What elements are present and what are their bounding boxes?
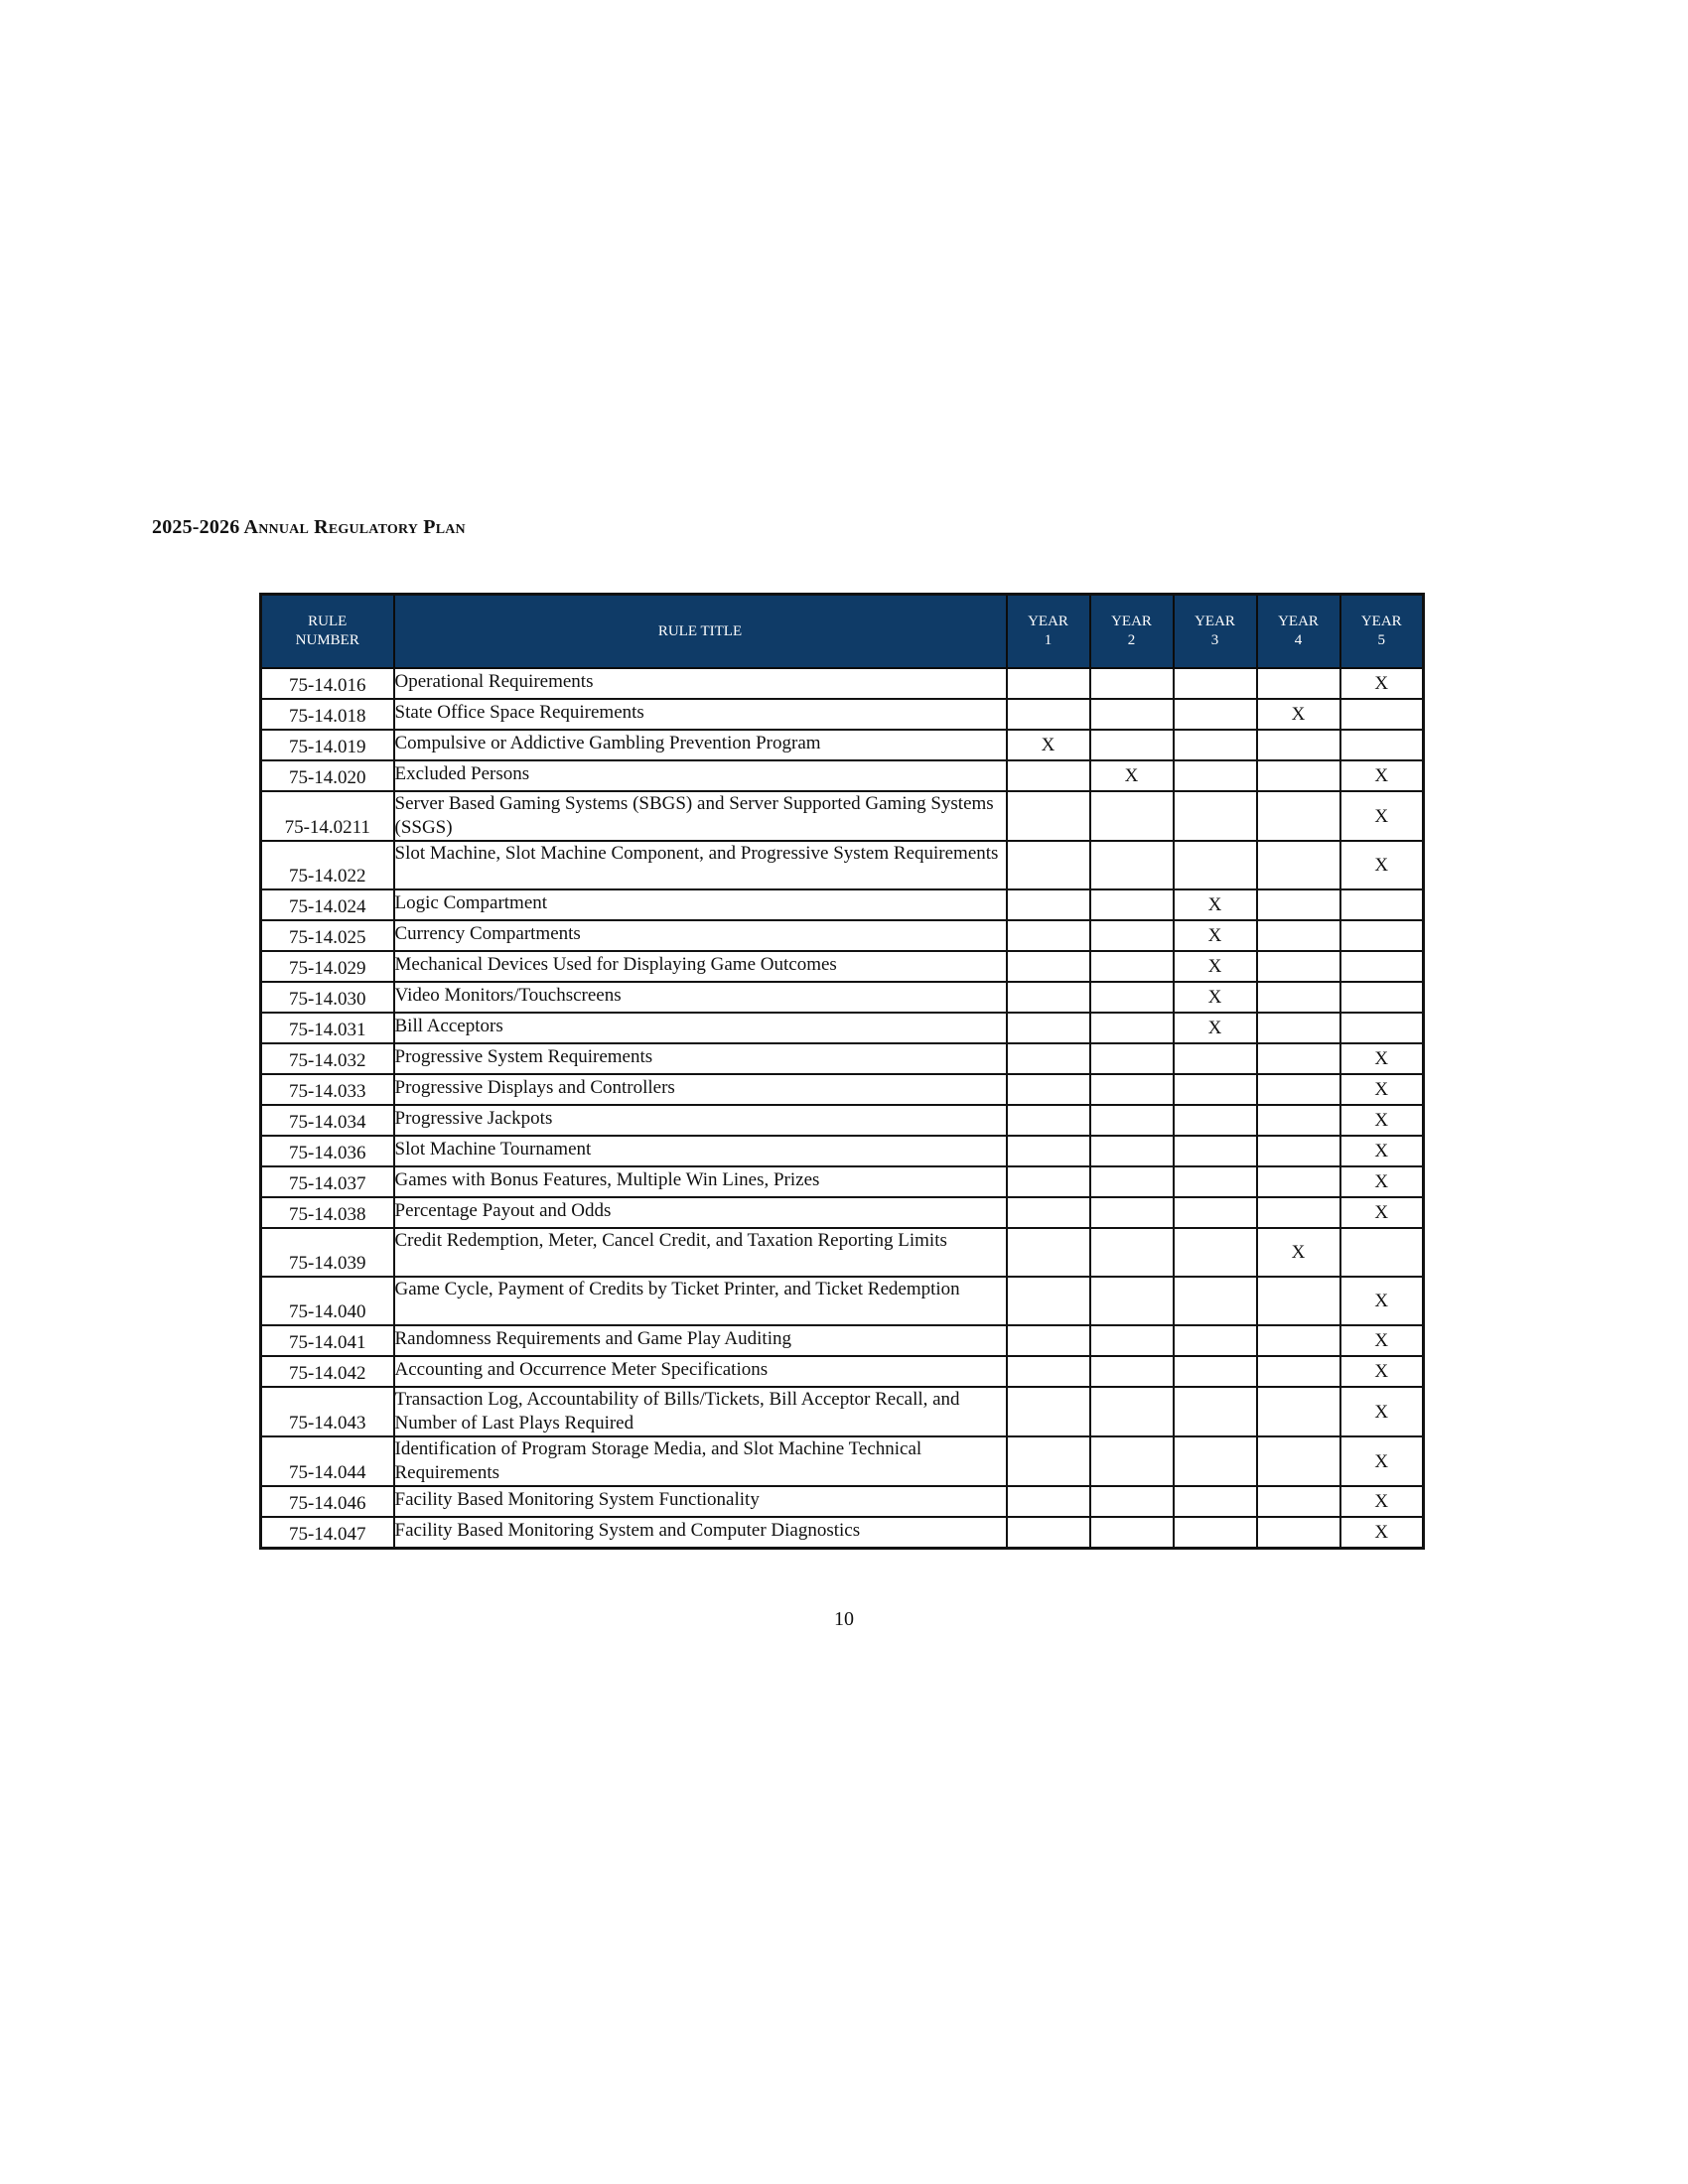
rule-title: Excluded Persons bbox=[394, 760, 1007, 791]
year-1-mark bbox=[1007, 1166, 1090, 1197]
year-2-mark bbox=[1090, 920, 1174, 951]
year-4-mark bbox=[1257, 760, 1340, 791]
year-5-mark bbox=[1340, 730, 1424, 760]
rule-title: Credit Redemption, Meter, Cancel Credit, and Taxation Reporting Limits bbox=[394, 1228, 1007, 1277]
table-row bbox=[261, 1436, 1424, 1486]
year-5-mark: X bbox=[1340, 668, 1424, 699]
table-row bbox=[261, 1013, 1424, 1043]
rule-number: 75-14.032 bbox=[261, 1043, 394, 1074]
year-4-mark bbox=[1257, 841, 1340, 889]
year-3-mark bbox=[1174, 1325, 1257, 1356]
year-4-mark bbox=[1257, 1197, 1340, 1228]
rule-title: Accounting and Occurrence Meter Specifications bbox=[394, 1356, 1007, 1387]
year-2-mark bbox=[1090, 1356, 1174, 1387]
year-1-mark bbox=[1007, 1136, 1090, 1166]
year-5-mark: X bbox=[1340, 1105, 1424, 1136]
table-row bbox=[261, 1387, 1424, 1436]
year-3-mark bbox=[1174, 1043, 1257, 1074]
rule-number: 75-14.041 bbox=[261, 1325, 394, 1356]
year-3-mark bbox=[1174, 699, 1257, 730]
table-row bbox=[261, 1277, 1424, 1325]
table-row bbox=[261, 889, 1424, 920]
year-5-mark bbox=[1340, 920, 1424, 951]
year-1-mark bbox=[1007, 982, 1090, 1013]
year-4-mark bbox=[1257, 1074, 1340, 1105]
year-5-mark: X bbox=[1340, 760, 1424, 791]
table-row bbox=[261, 730, 1424, 760]
year-3-mark bbox=[1174, 760, 1257, 791]
rule-number: 75-14.033 bbox=[261, 1074, 394, 1105]
year-3-mark bbox=[1174, 1136, 1257, 1166]
rule-title: Randomness Requirements and Game Play Auditing bbox=[394, 1325, 1007, 1356]
year-2-mark bbox=[1090, 1325, 1174, 1356]
year-4-mark bbox=[1257, 1013, 1340, 1043]
rule-number: 75-14.037 bbox=[261, 1166, 394, 1197]
rule-number: 75-14.016 bbox=[261, 668, 394, 699]
year-1-mark bbox=[1007, 1277, 1090, 1325]
rule-title: Progressive System Requirements bbox=[394, 1043, 1007, 1074]
year-4-mark bbox=[1257, 1043, 1340, 1074]
year-3-mark: X bbox=[1174, 951, 1257, 982]
year-1-mark bbox=[1007, 1043, 1090, 1074]
year-3-mark: X bbox=[1174, 889, 1257, 920]
table-row bbox=[261, 920, 1424, 951]
year-4-mark: X bbox=[1257, 699, 1340, 730]
year-4-mark bbox=[1257, 1105, 1340, 1136]
year-2-mark bbox=[1090, 1517, 1174, 1549]
year-5-mark bbox=[1340, 982, 1424, 1013]
table-body bbox=[261, 668, 1424, 1549]
year-5-mark: X bbox=[1340, 1136, 1424, 1166]
table-row bbox=[261, 1074, 1424, 1105]
rule-number: 75-14.036 bbox=[261, 1136, 394, 1166]
year-5-mark bbox=[1340, 1228, 1424, 1277]
rule-title: Compulsive or Addictive Gambling Prevention Program bbox=[394, 730, 1007, 760]
rule-title: Percentage Payout and Odds bbox=[394, 1197, 1007, 1228]
year-4-mark bbox=[1257, 920, 1340, 951]
rule-title: Transaction Log, Accountability of Bills/Tickets, Bill Acceptor Recall, and Number of Last Plays Required bbox=[394, 1387, 1007, 1436]
rule-title: Game Cycle, Payment of Credits by Ticket Printer, and Ticket Redemption bbox=[394, 1277, 1007, 1325]
year-3-mark: X bbox=[1174, 1013, 1257, 1043]
column-header-rule-title: RULE TITLE bbox=[394, 595, 1007, 669]
table-row bbox=[261, 760, 1424, 791]
year-2-mark bbox=[1090, 982, 1174, 1013]
rule-number: 75-14.034 bbox=[261, 1105, 394, 1136]
rule-number: 75-14.031 bbox=[261, 1013, 394, 1043]
year-2-mark bbox=[1090, 791, 1174, 841]
year-3-mark bbox=[1174, 841, 1257, 889]
year-2-mark bbox=[1090, 889, 1174, 920]
year-5-mark: X bbox=[1340, 1166, 1424, 1197]
year-4-mark bbox=[1257, 668, 1340, 699]
year-1-mark bbox=[1007, 920, 1090, 951]
year-1-mark bbox=[1007, 791, 1090, 841]
year-1-mark bbox=[1007, 841, 1090, 889]
rule-title: Operational Requirements bbox=[394, 668, 1007, 699]
year-3-mark bbox=[1174, 1387, 1257, 1436]
year-1-mark bbox=[1007, 1436, 1090, 1486]
year-2-mark bbox=[1090, 1228, 1174, 1277]
rule-title: State Office Space Requirements bbox=[394, 699, 1007, 730]
rule-title: Bill Acceptors bbox=[394, 1013, 1007, 1043]
year-4-mark bbox=[1257, 982, 1340, 1013]
year-1-mark bbox=[1007, 1013, 1090, 1043]
rule-title: Slot Machine, Slot Machine Component, and Progressive System Requirements bbox=[394, 841, 1007, 889]
year-1-mark bbox=[1007, 760, 1090, 791]
rule-number: 75-14.044 bbox=[261, 1436, 394, 1486]
year-5-mark bbox=[1340, 1013, 1424, 1043]
table-row bbox=[261, 841, 1424, 889]
rule-title: Mechanical Devices Used for Displaying Game Outcomes bbox=[394, 951, 1007, 982]
rule-title: Server Based Gaming Systems (SBGS) and Server Supported Gaming Systems (SSGS) bbox=[394, 791, 1007, 841]
year-2-mark bbox=[1090, 1486, 1174, 1517]
year-3-mark bbox=[1174, 1105, 1257, 1136]
year-2-mark bbox=[1090, 1166, 1174, 1197]
year-3-mark bbox=[1174, 1436, 1257, 1486]
year-1-mark bbox=[1007, 1325, 1090, 1356]
table-row bbox=[261, 699, 1424, 730]
year-2-mark bbox=[1090, 1136, 1174, 1166]
year-3-mark bbox=[1174, 1517, 1257, 1549]
year-2-mark bbox=[1090, 1387, 1174, 1436]
year-3-mark bbox=[1174, 791, 1257, 841]
rule-title: Video Monitors/Touchscreens bbox=[394, 982, 1007, 1013]
year-4-mark bbox=[1257, 951, 1340, 982]
year-5-mark bbox=[1340, 699, 1424, 730]
year-1-mark bbox=[1007, 1197, 1090, 1228]
year-2-mark bbox=[1090, 699, 1174, 730]
table-row bbox=[261, 982, 1424, 1013]
year-4-mark bbox=[1257, 889, 1340, 920]
rule-number: 75-14.040 bbox=[261, 1277, 394, 1325]
regulatory-plan-table bbox=[259, 593, 1425, 1550]
table-header bbox=[261, 595, 1424, 669]
rule-number: 75-14.029 bbox=[261, 951, 394, 982]
rule-number: 75-14.042 bbox=[261, 1356, 394, 1387]
year-3-mark bbox=[1174, 1277, 1257, 1325]
year-2-mark bbox=[1090, 1197, 1174, 1228]
year-5-mark: X bbox=[1340, 1436, 1424, 1486]
year-1-mark bbox=[1007, 668, 1090, 699]
year-2-mark bbox=[1090, 1074, 1174, 1105]
rule-title: Facility Based Monitoring System and Computer Diagnostics bbox=[394, 1517, 1007, 1549]
rule-number: 75-14.0211 bbox=[261, 791, 394, 841]
column-header-year-5: YEAR 5 bbox=[1340, 595, 1424, 669]
rule-number: 75-14.047 bbox=[261, 1517, 394, 1549]
column-header-year-2: YEAR 2 bbox=[1090, 595, 1174, 669]
rule-number: 75-14.030 bbox=[261, 982, 394, 1013]
table-row bbox=[261, 791, 1424, 841]
rule-title: Currency Compartments bbox=[394, 920, 1007, 951]
page-number: 10 bbox=[834, 1608, 854, 1630]
year-1-mark bbox=[1007, 1387, 1090, 1436]
year-3-mark bbox=[1174, 668, 1257, 699]
rule-title: Progressive Jackpots bbox=[394, 1105, 1007, 1136]
document-header: 2025-2026 Annual Regulatory Plan bbox=[152, 516, 466, 538]
rule-number: 75-14.024 bbox=[261, 889, 394, 920]
rule-title: Slot Machine Tournament bbox=[394, 1136, 1007, 1166]
year-4-mark bbox=[1257, 1166, 1340, 1197]
table-row bbox=[261, 1136, 1424, 1166]
rule-title: Logic Compartment bbox=[394, 889, 1007, 920]
table-row bbox=[261, 951, 1424, 982]
year-2-mark bbox=[1090, 1043, 1174, 1074]
year-1-mark bbox=[1007, 1074, 1090, 1105]
rule-number: 75-14.022 bbox=[261, 841, 394, 889]
table-row bbox=[261, 1166, 1424, 1197]
year-5-mark: X bbox=[1340, 1074, 1424, 1105]
rule-title: Facility Based Monitoring System Functionality bbox=[394, 1486, 1007, 1517]
table-row bbox=[261, 668, 1424, 699]
year-3-mark: X bbox=[1174, 982, 1257, 1013]
year-2-mark bbox=[1090, 730, 1174, 760]
rule-number: 75-14.043 bbox=[261, 1387, 394, 1436]
table-row bbox=[261, 1043, 1424, 1074]
year-2-mark bbox=[1090, 1277, 1174, 1325]
year-4-mark bbox=[1257, 1277, 1340, 1325]
year-5-mark: X bbox=[1340, 1486, 1424, 1517]
year-2-mark bbox=[1090, 951, 1174, 982]
rule-number: 75-14.019 bbox=[261, 730, 394, 760]
year-1-mark bbox=[1007, 889, 1090, 920]
year-4-mark bbox=[1257, 730, 1340, 760]
table-row bbox=[261, 1325, 1424, 1356]
year-5-mark: X bbox=[1340, 1325, 1424, 1356]
year-2-mark bbox=[1090, 668, 1174, 699]
year-5-mark bbox=[1340, 889, 1424, 920]
year-3-mark bbox=[1174, 730, 1257, 760]
table-row bbox=[261, 1228, 1424, 1277]
year-3-mark: X bbox=[1174, 920, 1257, 951]
year-1-mark bbox=[1007, 1517, 1090, 1549]
year-5-mark bbox=[1340, 951, 1424, 982]
year-2-mark bbox=[1090, 1013, 1174, 1043]
rule-number: 75-14.025 bbox=[261, 920, 394, 951]
column-header-year-1: YEAR 1 bbox=[1007, 595, 1090, 669]
year-5-mark: X bbox=[1340, 1356, 1424, 1387]
column-header-year-4: YEAR 4 bbox=[1257, 595, 1340, 669]
year-1-mark: X bbox=[1007, 730, 1090, 760]
rule-number: 75-14.038 bbox=[261, 1197, 394, 1228]
year-2-mark bbox=[1090, 1436, 1174, 1486]
year-5-mark: X bbox=[1340, 1277, 1424, 1325]
year-4-mark: X bbox=[1257, 1228, 1340, 1277]
table-row bbox=[261, 1197, 1424, 1228]
table-row bbox=[261, 1517, 1424, 1549]
rule-number: 75-14.039 bbox=[261, 1228, 394, 1277]
year-1-mark bbox=[1007, 1356, 1090, 1387]
year-1-mark bbox=[1007, 1228, 1090, 1277]
rule-title: Progressive Displays and Controllers bbox=[394, 1074, 1007, 1105]
year-1-mark bbox=[1007, 1105, 1090, 1136]
rule-title: Identification of Program Storage Media, and Slot Machine Technical Requirements bbox=[394, 1436, 1007, 1486]
year-1-mark bbox=[1007, 699, 1090, 730]
table-row bbox=[261, 1105, 1424, 1136]
year-3-mark bbox=[1174, 1166, 1257, 1197]
year-5-mark: X bbox=[1340, 1197, 1424, 1228]
year-5-mark: X bbox=[1340, 1387, 1424, 1436]
year-3-mark bbox=[1174, 1074, 1257, 1105]
column-header-year-3: YEAR 3 bbox=[1174, 595, 1257, 669]
year-4-mark bbox=[1257, 1136, 1340, 1166]
year-3-mark bbox=[1174, 1486, 1257, 1517]
rule-number: 75-14.020 bbox=[261, 760, 394, 791]
rule-number: 75-14.046 bbox=[261, 1486, 394, 1517]
table-row bbox=[261, 1486, 1424, 1517]
year-4-mark bbox=[1257, 1387, 1340, 1436]
year-4-mark bbox=[1257, 1325, 1340, 1356]
year-4-mark bbox=[1257, 1486, 1340, 1517]
year-1-mark bbox=[1007, 951, 1090, 982]
column-header-rule-number: RULE NUMBER bbox=[261, 595, 394, 669]
year-5-mark: X bbox=[1340, 1517, 1424, 1549]
year-5-mark: X bbox=[1340, 841, 1424, 889]
year-4-mark bbox=[1257, 1356, 1340, 1387]
year-3-mark bbox=[1174, 1197, 1257, 1228]
year-4-mark bbox=[1257, 791, 1340, 841]
year-1-mark bbox=[1007, 1486, 1090, 1517]
rule-number: 75-14.018 bbox=[261, 699, 394, 730]
table-row bbox=[261, 1356, 1424, 1387]
year-2-mark: X bbox=[1090, 760, 1174, 791]
year-3-mark bbox=[1174, 1356, 1257, 1387]
year-5-mark: X bbox=[1340, 1043, 1424, 1074]
year-2-mark bbox=[1090, 1105, 1174, 1136]
year-4-mark bbox=[1257, 1517, 1340, 1549]
year-5-mark: X bbox=[1340, 791, 1424, 841]
year-4-mark bbox=[1257, 1436, 1340, 1486]
rule-title: Games with Bonus Features, Multiple Win Lines, Prizes bbox=[394, 1166, 1007, 1197]
year-3-mark bbox=[1174, 1228, 1257, 1277]
year-2-mark bbox=[1090, 841, 1174, 889]
